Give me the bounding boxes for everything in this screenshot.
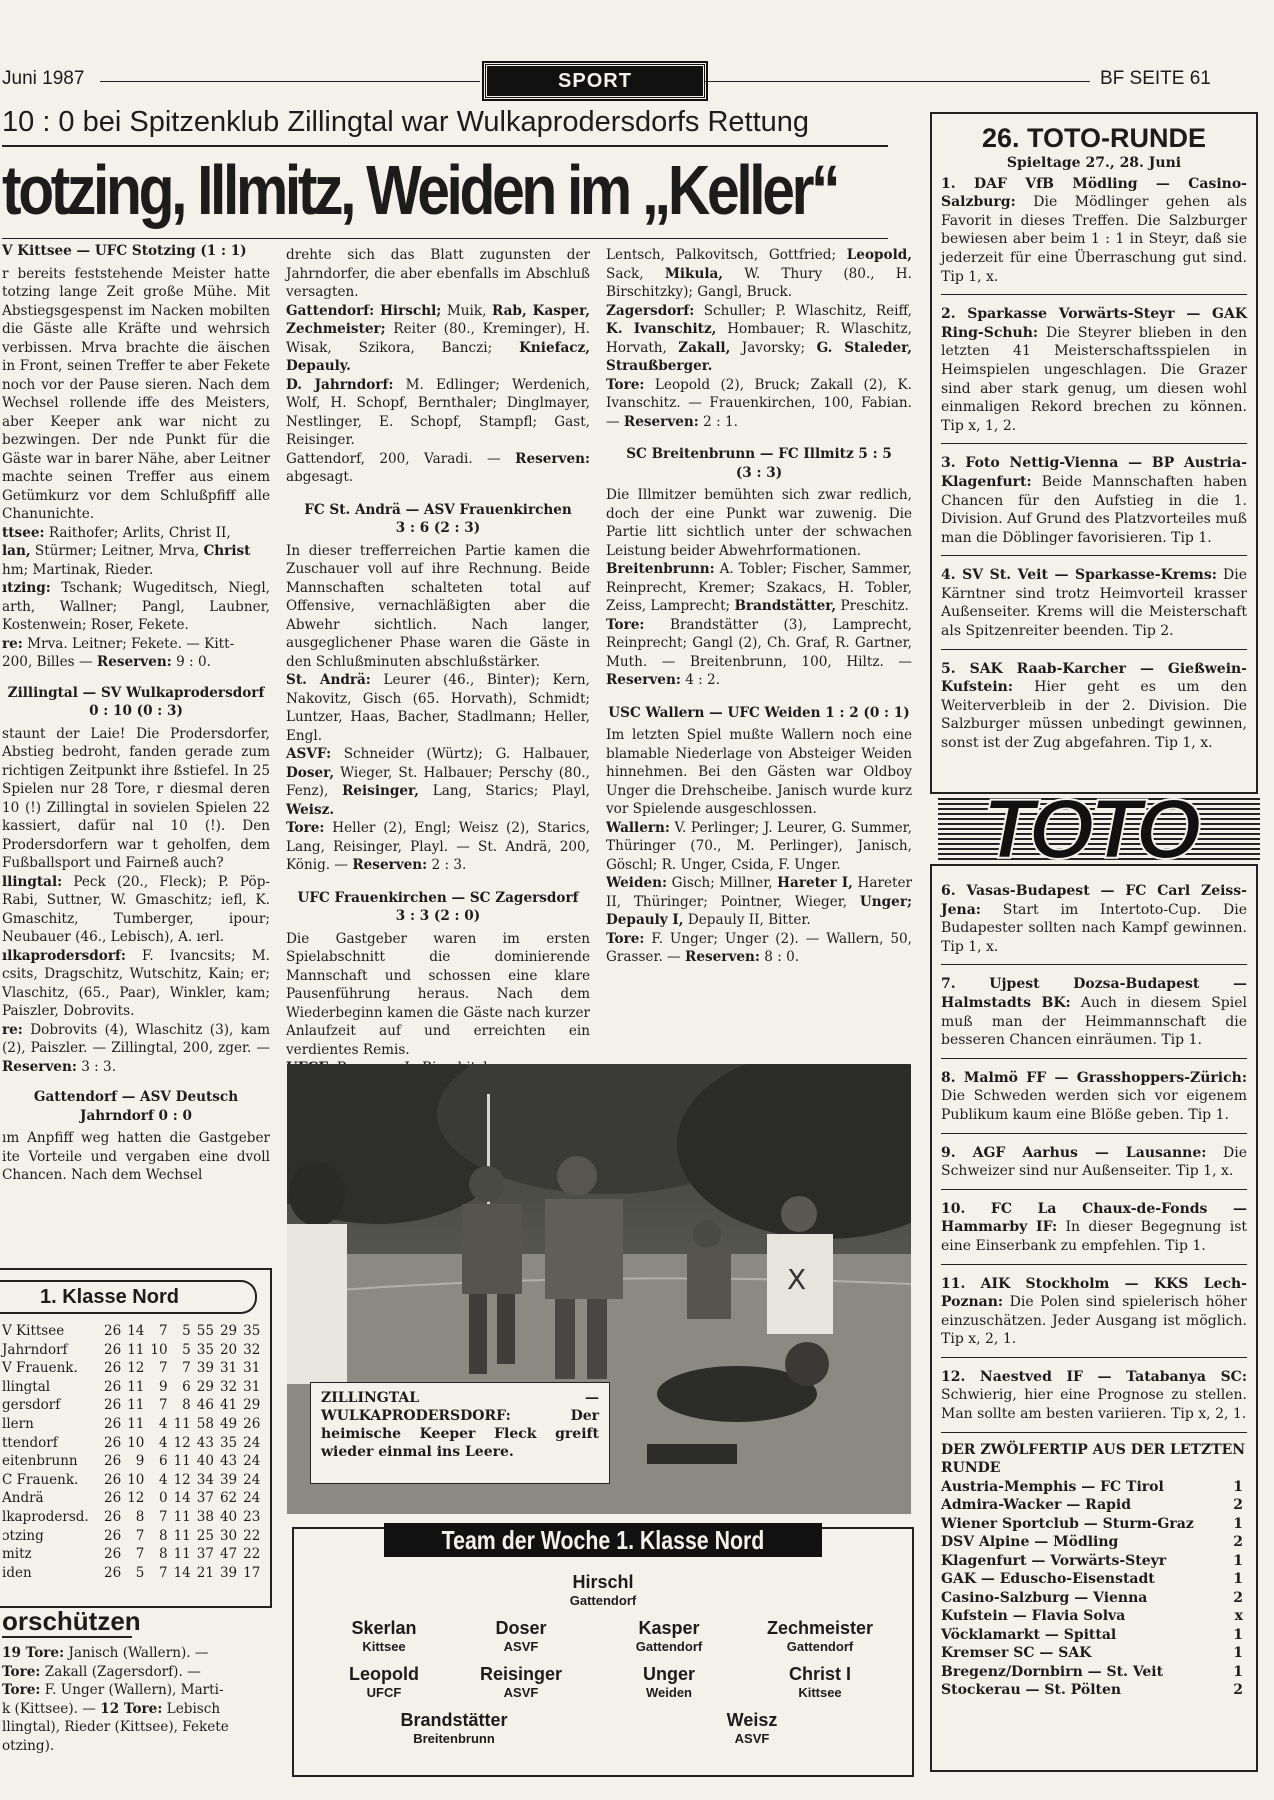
- lineup: Breitenbrunn: A. Tobler; Fischer, Sammer, Reinprecht, Kremer; Szakacs, H. Tobler, Zeiss, Lamprecht; Brandstätter, Preschitz.: [606, 561, 912, 614]
- jersey-mark: X: [787, 1263, 807, 1296]
- article-col-2: [286, 246, 590, 1078]
- team-of-week: [292, 1527, 914, 1777]
- match-report: drehte sich das Blatt zugunsten der Jahrndorfer, die aber ebenfalls im Abschluß versagten.: [286, 247, 590, 300]
- stat-cell: 7: [158, 1564, 168, 1581]
- stat-cell: 40: [196, 1453, 214, 1470]
- team-cell: lkaprodersd.: [2, 1508, 89, 1525]
- toto-game: 6. Vasas-Budapest — FC Carl Zeiss-Jena: Start im Intertoto-Cup. Die Budapester sollten nach Kampf gewinnen. Tip 1, x.: [941, 883, 1247, 955]
- fixture-cell: Stockerau — St. Pölten: [941, 1682, 1122, 1699]
- team-cell: C Frauenk.: [2, 1471, 79, 1488]
- stat-cell: 29: [196, 1378, 214, 1395]
- stat-cell: 40: [219, 1508, 238, 1525]
- stat-cell: 26: [104, 1323, 122, 1339]
- stat-cell: 11: [173, 1546, 191, 1563]
- toto-column-2: [941, 882, 1247, 1700]
- scorers-title: orschützen: [2, 1606, 141, 1636]
- match-score: 3 : 3 (2 : 0): [395, 908, 481, 924]
- stat-cell: 10: [150, 1341, 168, 1358]
- match-title: UFC Frauenkirchen — SC Zagersdorf: [297, 889, 579, 906]
- fixture-cell: Admira-Wacker — Rapid: [941, 1497, 1132, 1514]
- toto-date: Spieltage 27., 28. Juni: [1006, 155, 1182, 171]
- team-cell: iden: [2, 1564, 32, 1581]
- team-cell: Andrä: [2, 1490, 44, 1507]
- player-slot: Unger Weiden: [642, 1664, 695, 1700]
- goals: Tore: Brandstätter (3), Lamprecht, Reinprecht; Gangl (2), Ch. Graf, R. Gartner, Muth. — Breitenbrunn, 100, Hiltz. — Reserven: 4 : 2.: [606, 616, 912, 688]
- tip-cell: x: [1234, 1608, 1243, 1625]
- lineup: Zagersdorf: Schuller; P. Wlaschitz, Reiff, K. Ivanschitz, Hombauer; R. Wlaschitz, Horvath, Zakall, Javorsky; G. Staleder, Straußberger.: [606, 302, 913, 374]
- stat-cell: 31: [243, 1360, 261, 1377]
- table-row: [2, 1508, 266, 1527]
- match-report: In dieser trefferreichen Partie kamen die Zuschauer voll auf ihre Rechnung. Beide Mannschaften schalteten total auf Offensive, vernachläßigten aber die Abwehr sichtlich. Nach langer, ausgeglichener Phase waren die Gäste in den Schlußminuten abschlußstärker.: [286, 542, 590, 670]
- stat-cell: 8: [158, 1546, 168, 1563]
- stat-cell: 24: [243, 1453, 261, 1470]
- toto-game: 5. SAK Raab-Karcher — Gießwein-Kufstein: Hier geht es um den Weiterverbleib in der 2. Division. Die Salzburger müssen unbedingt gewinnen, sonst ist der Zug abgefahren. Tip 1, x.: [941, 660, 1247, 752]
- stat-cell: 22: [243, 1546, 261, 1563]
- stat-cell: 7: [135, 1546, 145, 1563]
- zwoelfertip-row: [941, 1570, 1247, 1589]
- photo-caption: ZILLINGTAL — WULKAPRODERSDORF: Der heimische Keeper Fleck greift wieder einmal ins Leere.: [321, 1390, 599, 1460]
- stat-cell: 26: [104, 1564, 122, 1581]
- stat-cell: 21: [196, 1564, 214, 1581]
- stat-cell: 26: [104, 1415, 122, 1432]
- scorer-line: Tore: F. Unger (Wallern), Marti-: [2, 1682, 224, 1698]
- table-row: [2, 1396, 266, 1415]
- match-score: 0 : 10 (0 : 3): [89, 703, 183, 719]
- fixture-cell: Austria-Memphis — FC Tirol: [941, 1478, 1164, 1495]
- stat-cell: 24: [243, 1471, 261, 1488]
- match-report: ım Anpfiff weg hatten die Gastgeber ite Vorteile und vergaben eine dvoll Chancen. Nach dem Wechsel: [2, 1130, 270, 1183]
- player-slot: Skerlan Kittsee: [351, 1618, 417, 1654]
- table-row: [2, 1471, 266, 1490]
- zwoelfertip-row: [941, 1515, 1247, 1534]
- match-report: Die Illmitzer bemühten sich zwar redlich, doch der eine Punkt war zuwenig. Die Partie litt sichtlich unter der schwachen Leistung beider Abwehrformationen.: [606, 487, 912, 559]
- stat-cell: 24: [243, 1490, 261, 1507]
- stat-cell: 12: [173, 1434, 191, 1451]
- zwoelfertip-row: [941, 1552, 1247, 1571]
- match-title: Gattendorf — ASV Deutsch Jahrndorf 0 : 0: [33, 1089, 239, 1124]
- stat-cell: 26: [104, 1360, 122, 1377]
- match-score: 3 : 6 (2 : 3): [395, 520, 481, 536]
- scorer-line: 19 Tore: Janisch (Wallern). —: [2, 1645, 209, 1661]
- zwoelfertip-title: DER ZWÖLFERTIP AUS DER LETZTEN RUNDE: [941, 1441, 1246, 1477]
- match-report: r bereits feststehende Meister hatte totzing lange Zeit große Mühe. Mit Abstiegsgespenst im Nacken mobilten die Gäste alle Kräfte und wehrsich verbissen. Mrva brachte die äischen in Front, seinen Treffer te aber Fekete noch vor der Pause sieren. Nach dem Wechsel rollende iffe des Meisters, aber Keeper ank war nicht zu bezwingen. Der nde Punkt für die Gäste war in barer Nähe, aber Leitner machte seinen Treffer aus einem Getümkurz vor dem Schlußpfiff alle Chanunichte.: [2, 265, 270, 522]
- zwoelfertip-row: [941, 1478, 1247, 1497]
- header-rule-right: [705, 81, 1090, 82]
- toto-title: 26. TOTO-RUNDE: [981, 123, 1207, 153]
- stat-cell: 23: [243, 1508, 261, 1525]
- lineup: llingtal: Peck (20., Fleck); P. Pöp-Rabi, Suttner, W. Gmaschitz; iefl, K. Gmaschitz, Tumberger, ipour; Neubauer (46., Lebisch), A. ıerl.: [2, 873, 270, 945]
- stat-cell: 12: [127, 1490, 145, 1507]
- fixture-cell: GAK — Eduscho-Eisenstadt: [941, 1571, 1155, 1588]
- stat-cell: 29: [219, 1323, 238, 1339]
- stat-cell: 11: [173, 1453, 191, 1470]
- match-title: FC St. Andrä — ASV Frauenkirchen: [304, 501, 572, 518]
- stat-cell: 35: [243, 1323, 261, 1339]
- tip-cell: 1: [1233, 1478, 1243, 1495]
- stat-cell: 26: [104, 1378, 122, 1395]
- table-row: [2, 1489, 266, 1508]
- team-cell: llingtal: [2, 1378, 51, 1395]
- page-date: Juni 1987: [2, 68, 85, 89]
- lineup: hm; Martinak, Rieder.: [2, 561, 154, 578]
- player-slot: Hirschl Gattendorf: [569, 1572, 637, 1608]
- stat-cell: 9: [158, 1378, 168, 1395]
- table-row: [2, 1545, 266, 1564]
- photo-caption-box: [310, 1382, 610, 1484]
- page-number: BF SEITE 61: [1100, 68, 1211, 89]
- zwoelfertip-row: [941, 1681, 1247, 1700]
- stat-cell: 41: [219, 1397, 238, 1414]
- stat-cell: 47: [219, 1546, 238, 1563]
- lineup: ıtzing: Tschank; Wugeditsch, Niegl, arth, Wallner; Pangl, Laubner, Kostenwein; Roser, Fekete.: [2, 580, 270, 633]
- team-cell: Jahrndorf: [2, 1341, 68, 1358]
- toto-game: 4. SV St. Veit — Sparkasse-Krems: Die Kärntner sind trotz Heimvorteil krasser Außenseiter. Krems will die Meisterschaft als Spitzenreiter beenden. Tip 2.: [941, 567, 1247, 640]
- stat-cell: 11: [173, 1415, 191, 1432]
- team-cell: llern: [2, 1415, 34, 1432]
- toto-game: 9. AGF Aarhus — Lausanne: Die Schweizer sind nur Außenseiter. Tip 1, x.: [941, 1144, 1248, 1180]
- match-title: SC Breitenbrunn — FC Illmitz 5 : 5: [626, 446, 892, 462]
- player-slot: Weisz ASVF: [726, 1710, 778, 1746]
- fixture-cell: Klagenfurt — Vorwärts-Steyr: [941, 1552, 1167, 1569]
- fixture-cell: DSV Alpine — Mödling: [941, 1534, 1119, 1551]
- stat-cell: 39: [196, 1360, 214, 1377]
- stat-cell: 20: [219, 1341, 238, 1358]
- stat-cell: 39: [219, 1471, 238, 1488]
- player-slot: Doser ASVF: [495, 1618, 547, 1654]
- toto-game: 7. Ujpest Dozsa-Budapest — Halmstadts BK: Auch in diesem Spiel muß man der Heimmannschaft die besseren Chancen einräumen. Tip 1.: [941, 976, 1248, 1049]
- stat-cell: 7: [158, 1397, 168, 1414]
- tip-cell: 1: [1233, 1663, 1243, 1680]
- table-row: [2, 1564, 266, 1583]
- subhead-rule: [2, 145, 888, 147]
- tip-cell: 1: [1233, 1571, 1243, 1588]
- lineup: Gattendorf: Hirschl; Muik, Rab, Kasper, Zechmeister; Reiter (80., Kreminger), H. Wisak, Szikora, Banczi; Kniefacz, Depauly.: [286, 302, 590, 374]
- stat-cell: 11: [127, 1397, 145, 1414]
- stat-cell: 14: [127, 1323, 145, 1339]
- standings-title: 1. Klasse Nord: [40, 1286, 179, 1308]
- stat-cell: 35: [196, 1341, 214, 1358]
- stat-cell: 26: [104, 1508, 122, 1525]
- lineup: Wallern: V. Perlinger; J. Leurer, G. Summer, Thüringer (70., M. Perlinger), Janisch, Göschl; R. Unger, Csida, F. Unger.: [606, 819, 912, 873]
- player-slot: Zechmeister Gattendorf: [766, 1618, 874, 1654]
- team-cell: gersdorf: [2, 1397, 61, 1414]
- stat-cell: 4: [158, 1415, 168, 1432]
- toto-game: 2. Sparkasse Vorwärts-Steyr — GAK Ring-Schuh: Die Steyrer blieben in den letzten 41 Meisterschaftsspielen in Heimspielen ungeschlagen. Die Grazer sind aber stark genug, um diesen wohl einmaligen Rekord brechen zu können. Tip x, 1, 2.: [941, 306, 1248, 434]
- goals: Tore: Heller (2), Engl; Weisz (2), Starics, Lang, Reisinger, Playl. — St. Andrä, 200, König. — Reserven: 2 : 3.: [286, 820, 591, 873]
- stat-cell: 30: [219, 1527, 238, 1544]
- stat-cell: 26: [104, 1341, 122, 1358]
- zwoelfertip-row: [941, 1496, 1247, 1515]
- header-rule-left: [100, 81, 480, 82]
- stat-cell: 10: [127, 1471, 145, 1488]
- stat-cell: 8: [182, 1397, 191, 1414]
- article-headline: totzing, Illmitz, Weiden im „Keller“: [2, 151, 838, 229]
- article-col-1: [2, 242, 270, 1185]
- zwoelfertip-row: [941, 1533, 1247, 1552]
- stat-cell: 35: [219, 1434, 238, 1451]
- stat-cell: 14: [173, 1490, 191, 1507]
- stat-cell: 43: [219, 1453, 238, 1470]
- stat-cell: 7: [158, 1323, 168, 1339]
- stat-cell: 6: [182, 1378, 191, 1395]
- lineup: St. Andrä: Leurer (46., Binter); Kern, Nakovitz, Gisch (65. Horvath), Schmidt; Luntzer, Haas, Bacher, Stadlmann; Heller, Engl.: [286, 672, 590, 744]
- stat-cell: 58: [196, 1415, 214, 1432]
- stat-cell: 25: [196, 1527, 214, 1544]
- stat-cell: 4: [158, 1471, 168, 1488]
- stat-cell: 26: [104, 1490, 122, 1507]
- attendance: 200, Billes — Reserven: 9 : 0.: [2, 654, 211, 670]
- table-row: [2, 1378, 266, 1397]
- toto-game: 12. Naestved IF — Tatabanya SC: Schwierig, hier eine Prognose zu stellen. Man sollte am besten variieren. Tip x, 2, 1.: [941, 1368, 1247, 1423]
- stat-cell: 11: [127, 1415, 145, 1432]
- match-title: Zillingtal — SV Wulkaprodersdorf: [7, 684, 265, 701]
- tip-cell: 1: [1233, 1645, 1243, 1662]
- stat-cell: 5: [135, 1564, 145, 1581]
- stat-cell: 37: [196, 1490, 214, 1507]
- team-cell: mitz: [2, 1546, 32, 1563]
- toto-game: 10. FC La Chaux-de-Fonds — Hammarby IF: In dieser Begegnung ist eine Einserbank zu empfehlen. Tip 1.: [941, 1200, 1248, 1254]
- fixture-cell: Kremser SC — SAK: [941, 1645, 1092, 1662]
- lineup: D. Jahrndorf: M. Edlinger; Werdenich, Wolf, H. Schopf, Bernthaler; Dinglmayer, Nestlinger, E. Schopf, Stampfl; Gast, Reisinger.: [286, 376, 590, 448]
- section-label: SPORT: [558, 70, 632, 92]
- zwoelfertip-row: [941, 1644, 1247, 1663]
- match-title: V Kittsee — UFC Stotzing (1 : 1): [2, 243, 247, 259]
- standings-table: [2, 1322, 266, 1582]
- stat-cell: 26: [104, 1453, 122, 1470]
- headline-rule: [2, 238, 888, 239]
- section-badge: [484, 63, 706, 99]
- stat-cell: 38: [196, 1508, 214, 1525]
- zwoelfertip-row: [941, 1663, 1247, 1682]
- stat-cell: 62: [219, 1490, 238, 1507]
- scorer-line: llingtal), Rieder (Kittsee), Fekete: [2, 1719, 229, 1735]
- lineup: ılkaprodersdorf: F. Ivancsits; M. csits, Dragschitz, Wutschitz, Kain; er; Vlaschitz, (65., Paar), Winkler, kam; Paiszler, Dobrovits.: [2, 947, 270, 1019]
- table-row: [2, 1527, 266, 1546]
- fixture-cell: Vöcklamarkt — Spittal: [941, 1626, 1117, 1643]
- stat-cell: 7: [135, 1527, 145, 1544]
- match-title: USC Wallern — UFC Weiden 1 : 2 (0 : 1): [608, 704, 910, 721]
- tip-cell: 1: [1233, 1552, 1243, 1569]
- stat-cell: 39: [219, 1564, 238, 1581]
- stat-cell: 11: [173, 1508, 191, 1525]
- stat-cell: 12: [127, 1360, 145, 1377]
- stat-cell: 37: [196, 1546, 214, 1563]
- goals: re: Mrva. Leitner; Fekete. — Kitt-: [2, 635, 235, 652]
- stat-cell: 11: [173, 1527, 191, 1544]
- zwoelfertip-table: [941, 1478, 1247, 1700]
- goals: Tore: F. Unger; Unger (2). — Wallern, 50, Grasser. — Reserven: 8 : 0.: [606, 930, 912, 965]
- stat-cell: 7: [182, 1360, 191, 1377]
- toto-game: 8. Malmö FF — Grasshoppers-Zürich: Die Schweden werden sich vor eigenem Publikum kaum eine Blöße geben. Tip 1.: [941, 1069, 1247, 1123]
- stat-cell: 26: [243, 1415, 261, 1432]
- tip-cell: 2: [1233, 1497, 1243, 1514]
- stat-cell: 34: [196, 1471, 214, 1488]
- stat-cell: 31: [243, 1378, 261, 1395]
- article-subhead: 10 : 0 bei Spitzenklub Zillingtal war Wulkaprodersdorfs Rettung: [2, 106, 810, 138]
- stat-cell: 46: [196, 1397, 214, 1414]
- scorer-line: Tore: Zakall (Zagersdorf). —: [2, 1663, 201, 1680]
- stat-cell: 29: [243, 1397, 261, 1414]
- stat-cell: 11: [127, 1378, 145, 1395]
- stat-cell: 9: [135, 1453, 145, 1470]
- attendance: Gattendorf, 200, Varadi. — Reserven: abgesagt.: [286, 450, 590, 485]
- player-slot: Reisinger ASVF: [479, 1664, 563, 1700]
- table-row: [2, 1341, 266, 1360]
- stat-cell: 24: [243, 1434, 261, 1451]
- tip-cell: 2: [1233, 1589, 1243, 1606]
- stat-cell: 4: [158, 1434, 168, 1451]
- stat-cell: 49: [219, 1415, 238, 1432]
- stat-cell: 32: [243, 1341, 261, 1358]
- stat-cell: 14: [173, 1564, 191, 1581]
- tip-cell: 1: [1233, 1515, 1243, 1532]
- table-row: [2, 1434, 266, 1453]
- zwoelfertip-row: [941, 1589, 1247, 1608]
- team-cell: V Frauenk.: [2, 1360, 78, 1377]
- stat-cell: 26: [104, 1397, 122, 1414]
- player-slot: Brandstätter Breitenbrunn: [400, 1710, 508, 1746]
- stat-cell: 22: [243, 1527, 261, 1544]
- stat-cell: 26: [104, 1546, 122, 1563]
- stat-cell: 5: [182, 1323, 191, 1339]
- table-row: [2, 1452, 266, 1471]
- toto-logo: TOTO: [982, 782, 1198, 876]
- table-row: [2, 1415, 266, 1434]
- table-row: [2, 1322, 266, 1341]
- team-cell: V Kittsee: [2, 1323, 65, 1339]
- tip-cell: 2: [1233, 1682, 1243, 1699]
- toto-game: 1. DAF VfB Mödling — Casino-Salzburg: Die Mödlinger gehen als Favorit in dieses Treffen. Die Salzburger bewiesen aber beim 1 : 1 in Steyr, daß sie jederzeit für eine Überraschung gut sind. Tip 1, x.: [941, 175, 1247, 285]
- scorers: [2, 1606, 268, 1755]
- team-cell: ɔtzing: [2, 1527, 44, 1544]
- stat-cell: 43: [196, 1434, 214, 1451]
- fixture-cell: Wiener Sportclub — Sturm-Graz: [941, 1515, 1194, 1532]
- toto-game: 11. AIK Stockholm — KKS Lech-Poznan: Die Polen sind spielerisch höher einzuschätzen. Jeder Ausgang ist möglich. Tip x, 2, 1.: [941, 1275, 1248, 1348]
- team-cell: ttendorf: [2, 1434, 58, 1451]
- stat-cell: 55: [196, 1323, 214, 1339]
- standings-title-bar: [0, 1280, 257, 1314]
- fixture-cell: Kufstein — Flavia Solva: [941, 1608, 1126, 1625]
- standings-box: [0, 1268, 272, 1608]
- lineup: Weiden: Gisch; Millner, Hareter I, Hareter II, Thüringer; Pointner, Wieger, Unger; Depauly I, Depauly II, Bitter.: [606, 875, 913, 928]
- stat-cell: 26: [104, 1434, 122, 1451]
- stat-cell: 17: [243, 1564, 261, 1581]
- stat-cell: 0: [158, 1490, 168, 1507]
- player-slot: Kasper Gattendorf: [635, 1618, 703, 1654]
- stat-cell: 10: [127, 1434, 145, 1451]
- lineup: Lentsch, Palkovitsch, Gottfried; Leopold, Sack, Mikula, W. Thury (80., H. Birschitzky); Gangl, Bruck.: [606, 247, 912, 300]
- stat-cell: 11: [127, 1341, 145, 1358]
- stat-cell: 8: [135, 1508, 145, 1525]
- stat-cell: 31: [219, 1360, 238, 1377]
- stat-cell: 7: [158, 1508, 168, 1525]
- zwoelfertip-row: [941, 1626, 1247, 1645]
- stat-cell: 12: [173, 1471, 191, 1488]
- stat-cell: 5: [182, 1341, 191, 1358]
- toto-game: 3. Foto Nettig-Vienna — BP Austria-Klagenfurt: Beide Mannschaften haben Chancen für den Aufstieg in die 1. Division. Auf Grund des Platzvorteiles muß man die Döblinger favorisieren. Tip 1.: [941, 455, 1248, 546]
- stat-cell: 6: [158, 1453, 168, 1470]
- team-cell: eitenbrunn: [2, 1453, 78, 1470]
- scorer-line: k (Kittsee). — 12 Tore: Lebisch: [2, 1700, 221, 1717]
- toto-column: [941, 122, 1247, 753]
- match-report: Im letzten Spiel mußte Wallern noch eine blamable Niederlage von Absteiger Weiden hinnehmen. Bei den Gästen war Oldboy Unger die Drehscheibe. Janisch wurde kurz vor Spielende ausgeschlossen.: [606, 727, 912, 817]
- tip-cell: 2: [1233, 1534, 1243, 1551]
- tip-cell: 1: [1233, 1626, 1243, 1643]
- stat-cell: 7: [158, 1360, 168, 1377]
- table-row: [2, 1359, 266, 1378]
- player-slot: Christ I Kittsee: [788, 1664, 851, 1700]
- lineup: ttsee: Raithofer; Arlits, Christ II,: [2, 524, 231, 541]
- stat-cell: 26: [104, 1527, 122, 1544]
- article-col-3: [606, 246, 912, 967]
- goals: re: Dobrovits (4), Wlaschitz (3), kam (2), Paiszler. — Zillingtal, 200, zger. — Reserven: 3 : 3.: [2, 1021, 270, 1075]
- lineup: lan, Stürmer; Leitner, Mrva, Christ: [2, 543, 251, 559]
- fixture-cell: Bregenz/Dornbirn — St. Veit: [941, 1663, 1164, 1680]
- stat-cell: 32: [219, 1378, 238, 1395]
- player-slot: Leopold UFCF: [349, 1664, 419, 1700]
- fixture-cell: Casino-Salzburg — Vienna: [941, 1589, 1148, 1606]
- match-report: staunt der Laie! Die Prodersdorfer, Abstieg bedroht, fanden gerade zum richtigen Zeitpunkt ihre ßstiefel. In 25 Spielen nur 28 Tore, r diesmal deren 10 (!) Zillingtal in sovielen Spielen 22 kassiert, dafür nal 10 (!). Den Prodersdorfern war t geholfen, dem Fußballsport und Fairneß auch?: [2, 725, 270, 871]
- stat-cell: 8: [158, 1527, 168, 1544]
- team-title-bar: [384, 1523, 822, 1557]
- zwoelfertip-row: [941, 1607, 1247, 1626]
- match-score: (3 : 3): [735, 464, 783, 481]
- team-title: Team der Woche 1. Klasse Nord: [441, 1525, 765, 1555]
- stat-cell: 26: [104, 1471, 122, 1488]
- match-report: Die Gastgeber waren im ersten Spielabschnitt die dominierende Mannschaft und schossen eine klare Pausenführung heraus. Nach dem Wiederbeginn kamen die Gäste nach kurzer Anlaufzeit auf und erreichten ein verdientes Remis.: [286, 930, 590, 1058]
- lineup: ASVF: Schneider (Würtz); G. Halbauer, Doser, Wieger, St. Halbauer; Perschy (80., Fenz), Reisinger, Lang, Starics; Playl, Weisz.: [286, 746, 591, 818]
- scorer-line: otzing).: [2, 1737, 55, 1754]
- goals: Tore: Leopold (2), Bruck; Zakall (2), K. Ivanschitz. — Frauenkirchen, 100, Fabian. — Reserven: 2 : 1.: [606, 376, 913, 430]
